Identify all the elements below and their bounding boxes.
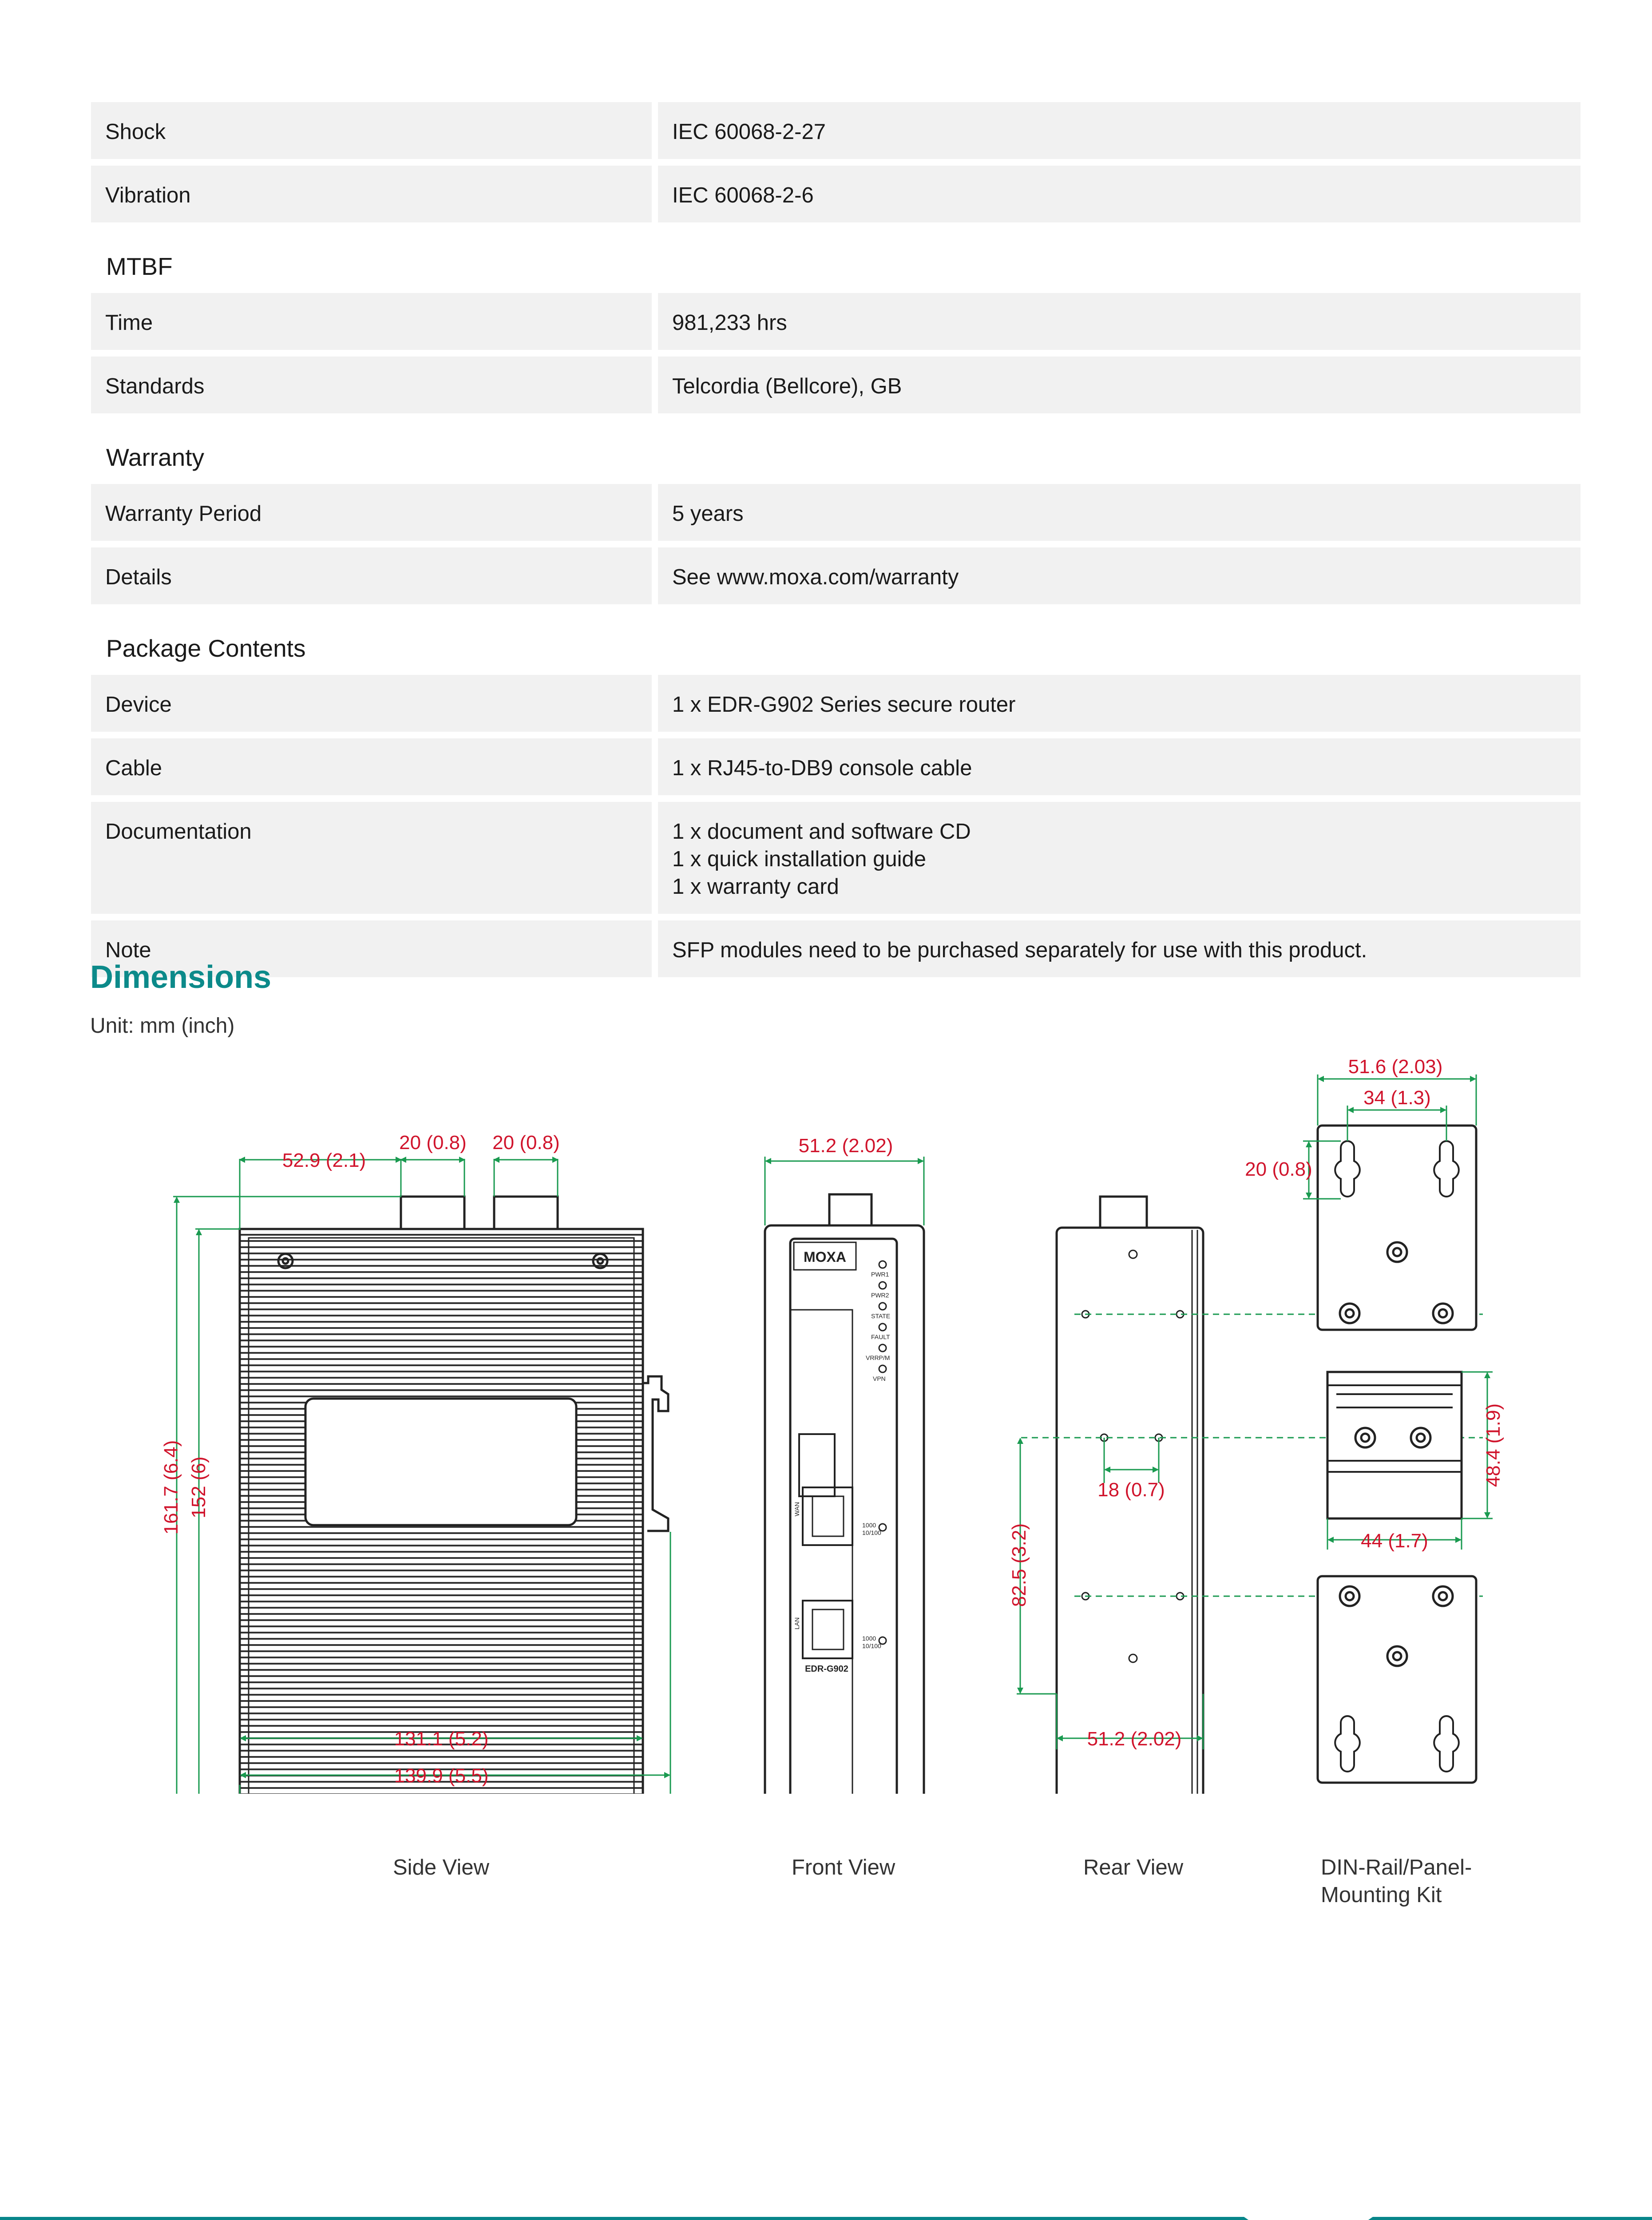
dim-label: 48.4 (1.9) bbox=[1482, 1403, 1504, 1487]
front-model: EDR-G902 bbox=[805, 1664, 848, 1674]
caption-line: DIN-Rail/Panel- bbox=[1321, 1855, 1472, 1879]
spec-label: Time bbox=[91, 293, 652, 350]
speed-label: 1000 bbox=[862, 1635, 876, 1642]
speed-label: 10/100 bbox=[862, 1642, 881, 1649]
caption-rear-view: Rear View bbox=[1083, 1855, 1184, 1879]
spec-value: 981,233 hrs bbox=[658, 293, 1581, 350]
spec-value: IEC 60068-2-27 bbox=[658, 102, 1581, 159]
section-heading-package: Package Contents bbox=[106, 634, 306, 662]
spec-value: 5 years bbox=[658, 484, 1581, 541]
led-label: VPN bbox=[873, 1375, 886, 1382]
spec-label: Documentation bbox=[91, 802, 652, 914]
dim-label: 152 (6) bbox=[188, 1456, 210, 1518]
spec-label: Note bbox=[91, 920, 652, 977]
mounting-kit bbox=[1318, 1126, 1476, 1783]
spec-value: See www.moxa.com/warranty bbox=[658, 547, 1581, 604]
dimensions-unit: Unit: mm (inch) bbox=[90, 1014, 235, 1038]
led-label: PWR2 bbox=[871, 1292, 889, 1299]
section-heading-warranty: Warranty bbox=[106, 444, 205, 471]
caption-side-view: Side View bbox=[393, 1855, 490, 1879]
dim-label: 82.5 (3.2) bbox=[1008, 1523, 1030, 1607]
footer-notch bbox=[1244, 2217, 1373, 2220]
spec-value: IEC 60068-2-6 bbox=[658, 166, 1581, 222]
spec-row-note bbox=[91, 920, 1581, 977]
led-label: STATE bbox=[871, 1312, 891, 1320]
spec-row-device bbox=[91, 675, 1581, 732]
dim-label: 18 (0.7) bbox=[1097, 1479, 1165, 1501]
caption-front-view: Front View bbox=[792, 1855, 895, 1879]
dim-label: 139.9 (5.5) bbox=[394, 1765, 489, 1787]
spec-row-warranty-period bbox=[91, 484, 1581, 541]
spec-row-documentation bbox=[91, 802, 1581, 914]
spec-value: 1 x RJ45-to-DB9 console cable bbox=[658, 738, 1581, 795]
spec-label: Warranty Period bbox=[91, 484, 652, 541]
spec-value: 1 x EDR-G902 Series secure router bbox=[658, 675, 1581, 732]
spec-label: Cable bbox=[91, 738, 652, 795]
spec-label: Vibration bbox=[91, 166, 652, 222]
dim-label: 20 (0.8) bbox=[399, 1132, 467, 1154]
spec-label: Device bbox=[91, 675, 652, 732]
dim-label: 131.1 (5.2) bbox=[394, 1728, 489, 1750]
spec-value: SFP modules need to be purchased separately for use with this product. bbox=[658, 920, 1581, 977]
spec-label: Shock bbox=[91, 102, 652, 159]
led-label: FAULT bbox=[871, 1333, 890, 1340]
spec-row-standards bbox=[91, 357, 1581, 413]
section-heading-mtbf: MTBF bbox=[106, 253, 173, 280]
spec-value: 1 x document and software CD 1 x quick installation guide 1 x warranty card bbox=[658, 802, 1581, 914]
spec-row-details bbox=[91, 547, 1581, 604]
dim-label: 20 (0.8) bbox=[1245, 1158, 1312, 1180]
dim-label: 44 (1.7) bbox=[1361, 1530, 1428, 1552]
dim-label: 161.7 (6.4) bbox=[160, 1440, 182, 1535]
spec-label: Standards bbox=[91, 357, 652, 413]
front-logo: MOXA bbox=[804, 1249, 846, 1265]
caption-line: Mounting Kit bbox=[1321, 1883, 1442, 1907]
spec-table bbox=[91, 102, 1581, 984]
speed-label: 1000 bbox=[862, 1522, 876, 1529]
side-view bbox=[240, 1197, 668, 1794]
dim-label: 34 (1.3) bbox=[1363, 1087, 1431, 1109]
spec-row-shock bbox=[91, 102, 1581, 159]
dim-label: 52.9 (2.1) bbox=[282, 1150, 366, 1171]
port-label-lan: LAN bbox=[793, 1617, 800, 1629]
led-label: VRRP/M bbox=[866, 1354, 890, 1361]
page-footer bbox=[0, 2217, 1652, 2220]
speed-label: 10/100 bbox=[862, 1529, 881, 1536]
spec-row-vibration bbox=[91, 166, 1581, 222]
port-label-wan: WAN bbox=[793, 1502, 800, 1516]
dim-label: 20 (0.8) bbox=[492, 1132, 560, 1154]
front-view bbox=[765, 1194, 924, 1794]
dimensions-title: Dimensions bbox=[90, 959, 272, 995]
dimensions-drawing bbox=[0, 1039, 1652, 1794]
dim-label: 51.2 (2.02) bbox=[798, 1135, 893, 1157]
spec-value: Telcordia (Bellcore), GB bbox=[658, 357, 1581, 413]
dim-label: 51.2 (2.02) bbox=[1087, 1728, 1182, 1750]
spec-row-cable bbox=[91, 738, 1581, 795]
spec-label: Details bbox=[91, 547, 652, 604]
dim-label: 51.6 (2.03) bbox=[1348, 1056, 1443, 1078]
led-label: PWR1 bbox=[871, 1271, 889, 1278]
spec-row-time bbox=[91, 293, 1581, 350]
caption-mounting-kit bbox=[1321, 1854, 1472, 1909]
